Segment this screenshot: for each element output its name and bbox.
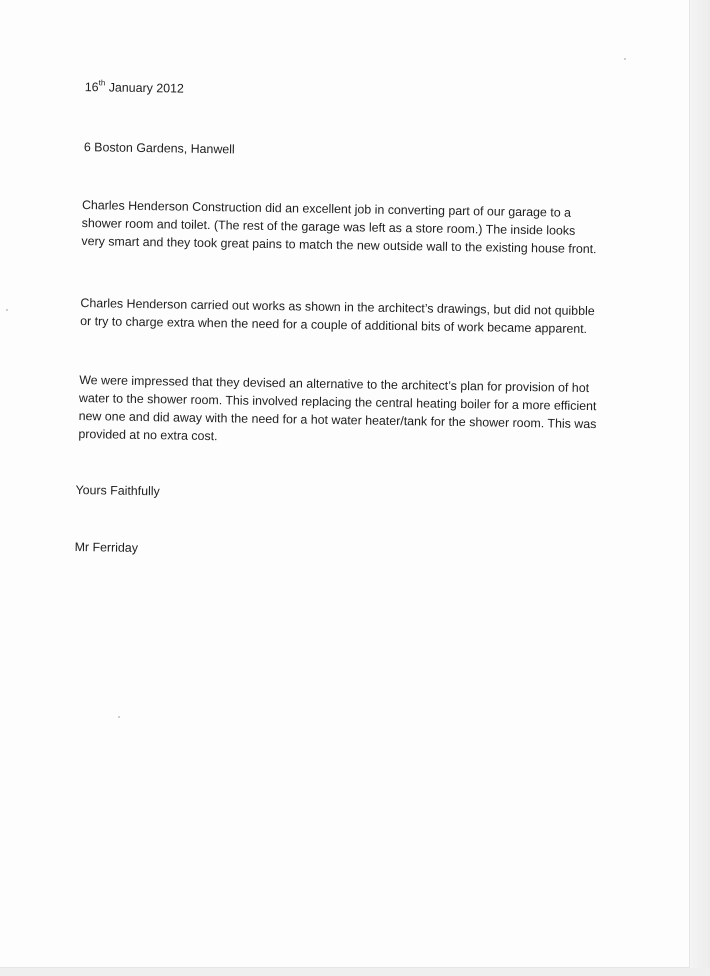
paragraph-3: We were impressed that they devised an alternative to the architect’s plan for provision of hot water to the shower room. This involved replacing the central heating boiler for a more efficient new one and did away with the need for a hot water heater/tank for the shower room. This was provided at no extra cost. xyxy=(78,373,597,444)
letter-body xyxy=(74,78,620,555)
scan-speck xyxy=(624,58,626,60)
scan-speck xyxy=(6,309,8,311)
paragraph-1: Charles Henderson Construction did an excellent job in converting part of our garage to a shower room and toilet. (The rest of the garage was left as a store room.) The inside looks very smart and they took great pains to match the new outside wall to the existing house front. xyxy=(81,198,597,257)
date-suffix: th xyxy=(98,78,106,88)
scan-bottom-edge xyxy=(0,968,710,976)
scan-right-edge xyxy=(690,0,710,976)
closing-line: Yours Faithfully xyxy=(75,482,160,499)
address-line: 6 Boston Gardens, Hanwell xyxy=(83,140,235,157)
date-day: 16 xyxy=(84,80,99,95)
letter-date xyxy=(85,78,184,98)
signature-name: Mr Ferriday xyxy=(74,539,139,555)
paragraph-2: Charles Henderson carried out works as shown in the architect’s drawings, but did not quibble or try to charge extra when the need for a couple of additional bits of work became apparent. xyxy=(80,296,595,336)
scan-speck xyxy=(118,716,120,718)
date-month-year: January 2012 xyxy=(105,80,184,96)
